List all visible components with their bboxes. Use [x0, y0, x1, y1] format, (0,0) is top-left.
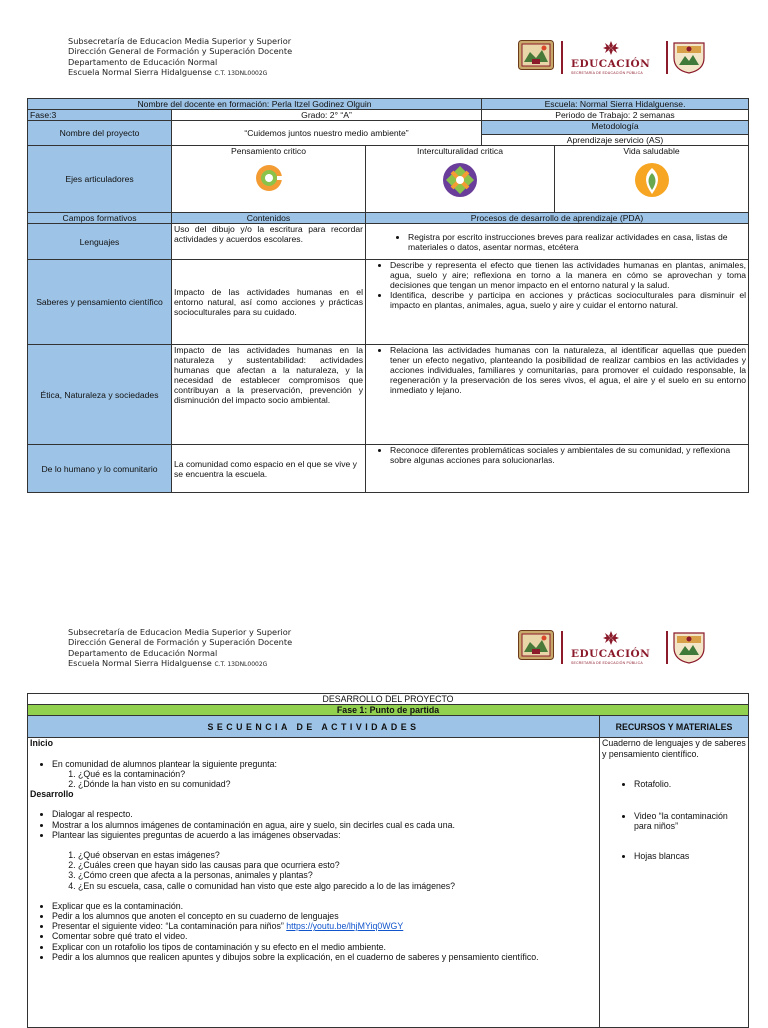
question-item: 1. ¿Qué observan en estas imágenes?	[78, 850, 597, 860]
activity-item: • Plantear las siguientes preguntas de acuerdo a las imágenes observadas:	[52, 830, 597, 840]
sequence-title: SECUENCIA DE ACTIVIDADES	[28, 716, 600, 738]
header-line-3: Departamento de Educación Normal	[68, 56, 218, 67]
phase-cell: Fase:3	[28, 110, 172, 121]
state-seal-icon	[671, 38, 707, 74]
header-line-4: Escuela Normal Sierra Hidalguense C.T. 13DNL0002G	[68, 67, 268, 78]
question-item: 3. ¿Cómo creen que afecta a la personas, animales y plantas?	[78, 870, 597, 880]
pda-cell	[366, 224, 749, 260]
campo-lenguajes: Lenguajes	[28, 224, 172, 260]
grade-cell: Grado: 2° “A”	[172, 110, 482, 121]
contenido-cell: La comunidad como espacio en el que se vive y se encuentra la escuela.	[172, 445, 366, 493]
contenido-cell: Impacto de las actividades humanas en el entorno natural, así como acciones y prácticas socioculturales para su cuidado.	[172, 260, 366, 345]
axis-interculturality	[366, 146, 555, 213]
contenido-cell: Impacto de las actividades humanas en la naturaleza y sustentabilidad: actividades humanas que afectan a la naturaleza, y la necesidad de establecer compromisos que contribuyan a la preservación, prevención y disminución del impacto socio ambiental.	[172, 345, 366, 445]
resources-cell	[600, 738, 749, 1028]
school-emblem-icon	[518, 630, 554, 660]
campo-saberes: Saberes y pensamiento científico	[28, 260, 172, 345]
col-campos: Campos formativos	[28, 213, 172, 224]
resource-item: • Hojas blancas	[634, 851, 746, 861]
institution-header	[68, 36, 292, 80]
logo-divider	[561, 41, 563, 74]
development-table	[27, 693, 749, 1028]
pda-cell	[366, 445, 749, 493]
col-pda: Procesos de desarrollo de aprendizaje (PDA)	[366, 213, 749, 224]
page-1	[0, 0, 768, 512]
activities-cell	[28, 738, 600, 1028]
methodology-label: Metodología	[482, 121, 749, 135]
development-title: DESARROLLO DEL PROYECTO	[28, 694, 749, 705]
planning-table	[27, 98, 749, 493]
methodology-value: Aprendizaje servicio (AS)	[482, 135, 749, 146]
axes-label: Ejes articuladores	[28, 146, 172, 213]
education-logo-subtext: SECRETARÍA DE EDUCACIÓN PÚBLICA	[571, 661, 643, 665]
header-line-2: Dirección General de Formación y Superación Docente	[68, 637, 293, 648]
question-item: 2. ¿Cuáles creen que hayan sido las causas para que ocurriera esto?	[78, 860, 597, 870]
resource-item: • Video “la contaminación para niños”	[634, 811, 746, 831]
project-name: “Cuidemos juntos nuestro medio ambiente”	[172, 121, 482, 146]
header-line-2: Dirección General de Formación y Superación Docente	[68, 46, 293, 57]
activity-item: • Pedir a los alumnos que anoten el concepto en su cuaderno de lenguajes	[52, 911, 597, 921]
pda-item: • Reconoce diferentes problemáticas sociales y ambientales de su comunidad, y reflexiona sobre algunas acciones para solucionarlas.	[390, 445, 746, 465]
header-line-1: Subsecretaría de Educacion Media Superior y Superior	[68, 36, 292, 46]
axis-healthy-life	[555, 146, 749, 213]
axis-critical-thinking	[172, 146, 366, 213]
campo-humano: De lo humano y lo comunitario	[28, 445, 172, 493]
resource-item: • Rotafolio.	[634, 779, 746, 789]
pda-cell	[366, 260, 749, 345]
activity-item: • Mostrar a los alumnos imágenes de contaminación en agua, aire y suelo, sin decirles cual es cada una.	[52, 820, 597, 830]
activity-item: • Explicar que es la contaminación.	[52, 901, 597, 911]
teacher-name: Nombre del docente en formación: Perla Itzel Godinez Olguin	[28, 99, 482, 110]
education-logo-subtext: SECRETARÍA DE EDUCACIÓN PÚBLICA	[571, 71, 643, 75]
pda-item: • Describe y representa el efecto que tienen las actividades humanas en plantas, animales, agua, suelo y aire; reflexiona en torno a la manera en cómo se aprovechan y toma decisiones que tengan un menor impacto en el entorno natural y la salud.	[390, 260, 746, 290]
activity-item: • Pedir a los alumnos que realicen apuntes y dibujos sobre la explicación, en el cuaderno de saberes y pensamiento científico.	[52, 952, 597, 962]
header-line-4: Escuela Normal Sierra Hidalguense C.T. 13DNL0002G	[68, 658, 268, 669]
school-name: Escuela: Normal Sierra Hidalguense.	[482, 99, 749, 110]
critical-thinking-icon	[249, 160, 289, 200]
header-line-3: Departamento de Educación Normal	[68, 647, 218, 658]
contenido-cell: Uso del dibujo y/o la escritura para recordar actividades y acuerdos escolares.	[172, 224, 366, 260]
page-2	[0, 512, 768, 1024]
axis-label: Vida saludable	[623, 146, 680, 156]
axis-label: Pensamiento critico	[231, 146, 306, 156]
activity-item: • Comentar sobre qué trato el video.	[52, 931, 597, 941]
education-logo-text: EDUCACIÓN	[571, 58, 651, 70]
project-label: Nombre del proyecto	[28, 121, 172, 146]
col-contenidos: Contenidos	[172, 213, 366, 224]
sep-flower-icon	[601, 40, 621, 56]
pda-cell	[366, 345, 749, 445]
activity-item: • Explicar con un rotafolio los tipos de contaminación y su efecto en el medio ambiente.	[52, 942, 597, 952]
logo-divider-2	[666, 631, 668, 664]
phase-banner: Fase 1: Punto de partida	[28, 705, 749, 716]
campo-etica: Ética, Naturaleza y sociedades	[28, 345, 172, 445]
state-seal-icon	[671, 628, 707, 664]
header-line-1: Subsecretaría de Educacion Media Superior y Superior	[68, 627, 292, 637]
logo-divider	[561, 631, 563, 664]
activity-item: • En comunidad de alumnos plantear la siguiente pregunta:	[52, 759, 597, 769]
school-emblem-icon	[518, 40, 554, 70]
institution-header	[68, 627, 292, 671]
question-item: 2. ¿Dónde la han visto en su comunidad?	[78, 779, 597, 789]
logo-divider-2	[666, 41, 668, 74]
video-link[interactable]: https://youtu.be/lhjMYiq0WGY	[286, 921, 404, 932]
period-cell: Periodo de Trabajo: 2 semanas	[482, 110, 749, 121]
activity-item: • Presentar el siguiente video: “La contaminación para niños” https://youtu.be/lhjMYiq0WGY	[52, 921, 597, 931]
question-item: 4. ¿En su escuela, casa, calle o comunidad han visto que este algo parecido a lo de las imágenes?	[78, 881, 597, 891]
pda-item: • Registra por escrito instrucciones breves para realizar actividades en casa, listas de materiales o datos, asentar normas, etcétera	[408, 232, 746, 252]
resources-intro: Cuaderno de lenguajes y de saberes y pensamiento científico.	[602, 738, 746, 759]
logos	[518, 628, 708, 668]
resources-title: RECURSOS Y MATERIALES	[600, 716, 749, 738]
education-logo-text: EDUCACIÓN	[571, 648, 651, 660]
sep-flower-icon	[601, 630, 621, 646]
inicio-heading: Inicio	[30, 738, 53, 749]
healthy-life-icon	[632, 160, 672, 200]
logos	[518, 38, 708, 78]
axis-label: Interculturalidad critica	[417, 146, 503, 156]
activity-item: • Dialogar al respecto.	[52, 809, 597, 819]
interculturality-icon	[440, 160, 480, 200]
desarrollo-heading: Desarrollo	[30, 789, 74, 800]
pda-item: • Identifica, describe y participa en acciones y prácticas socioculturales para disminuir el impacto en plantas, animales, agua, suelo y aire y cuidar el entorno natural.	[390, 290, 746, 310]
question-item: 1. ¿Qué es la contaminación?	[78, 769, 597, 779]
pda-item: • Relaciona las actividades humanas con la naturaleza, al identificar aquellas que pueden tener un efecto negativo, planteando la posibilidad de realizar cambios en las actividades y acciones individuales, familiares y comunitarias, para promover el cuidado responsable, la regeneración y la preservación de los seres vivos, el agua, el aire y el suelo en su entorno inmediato y lejano.	[390, 345, 746, 395]
